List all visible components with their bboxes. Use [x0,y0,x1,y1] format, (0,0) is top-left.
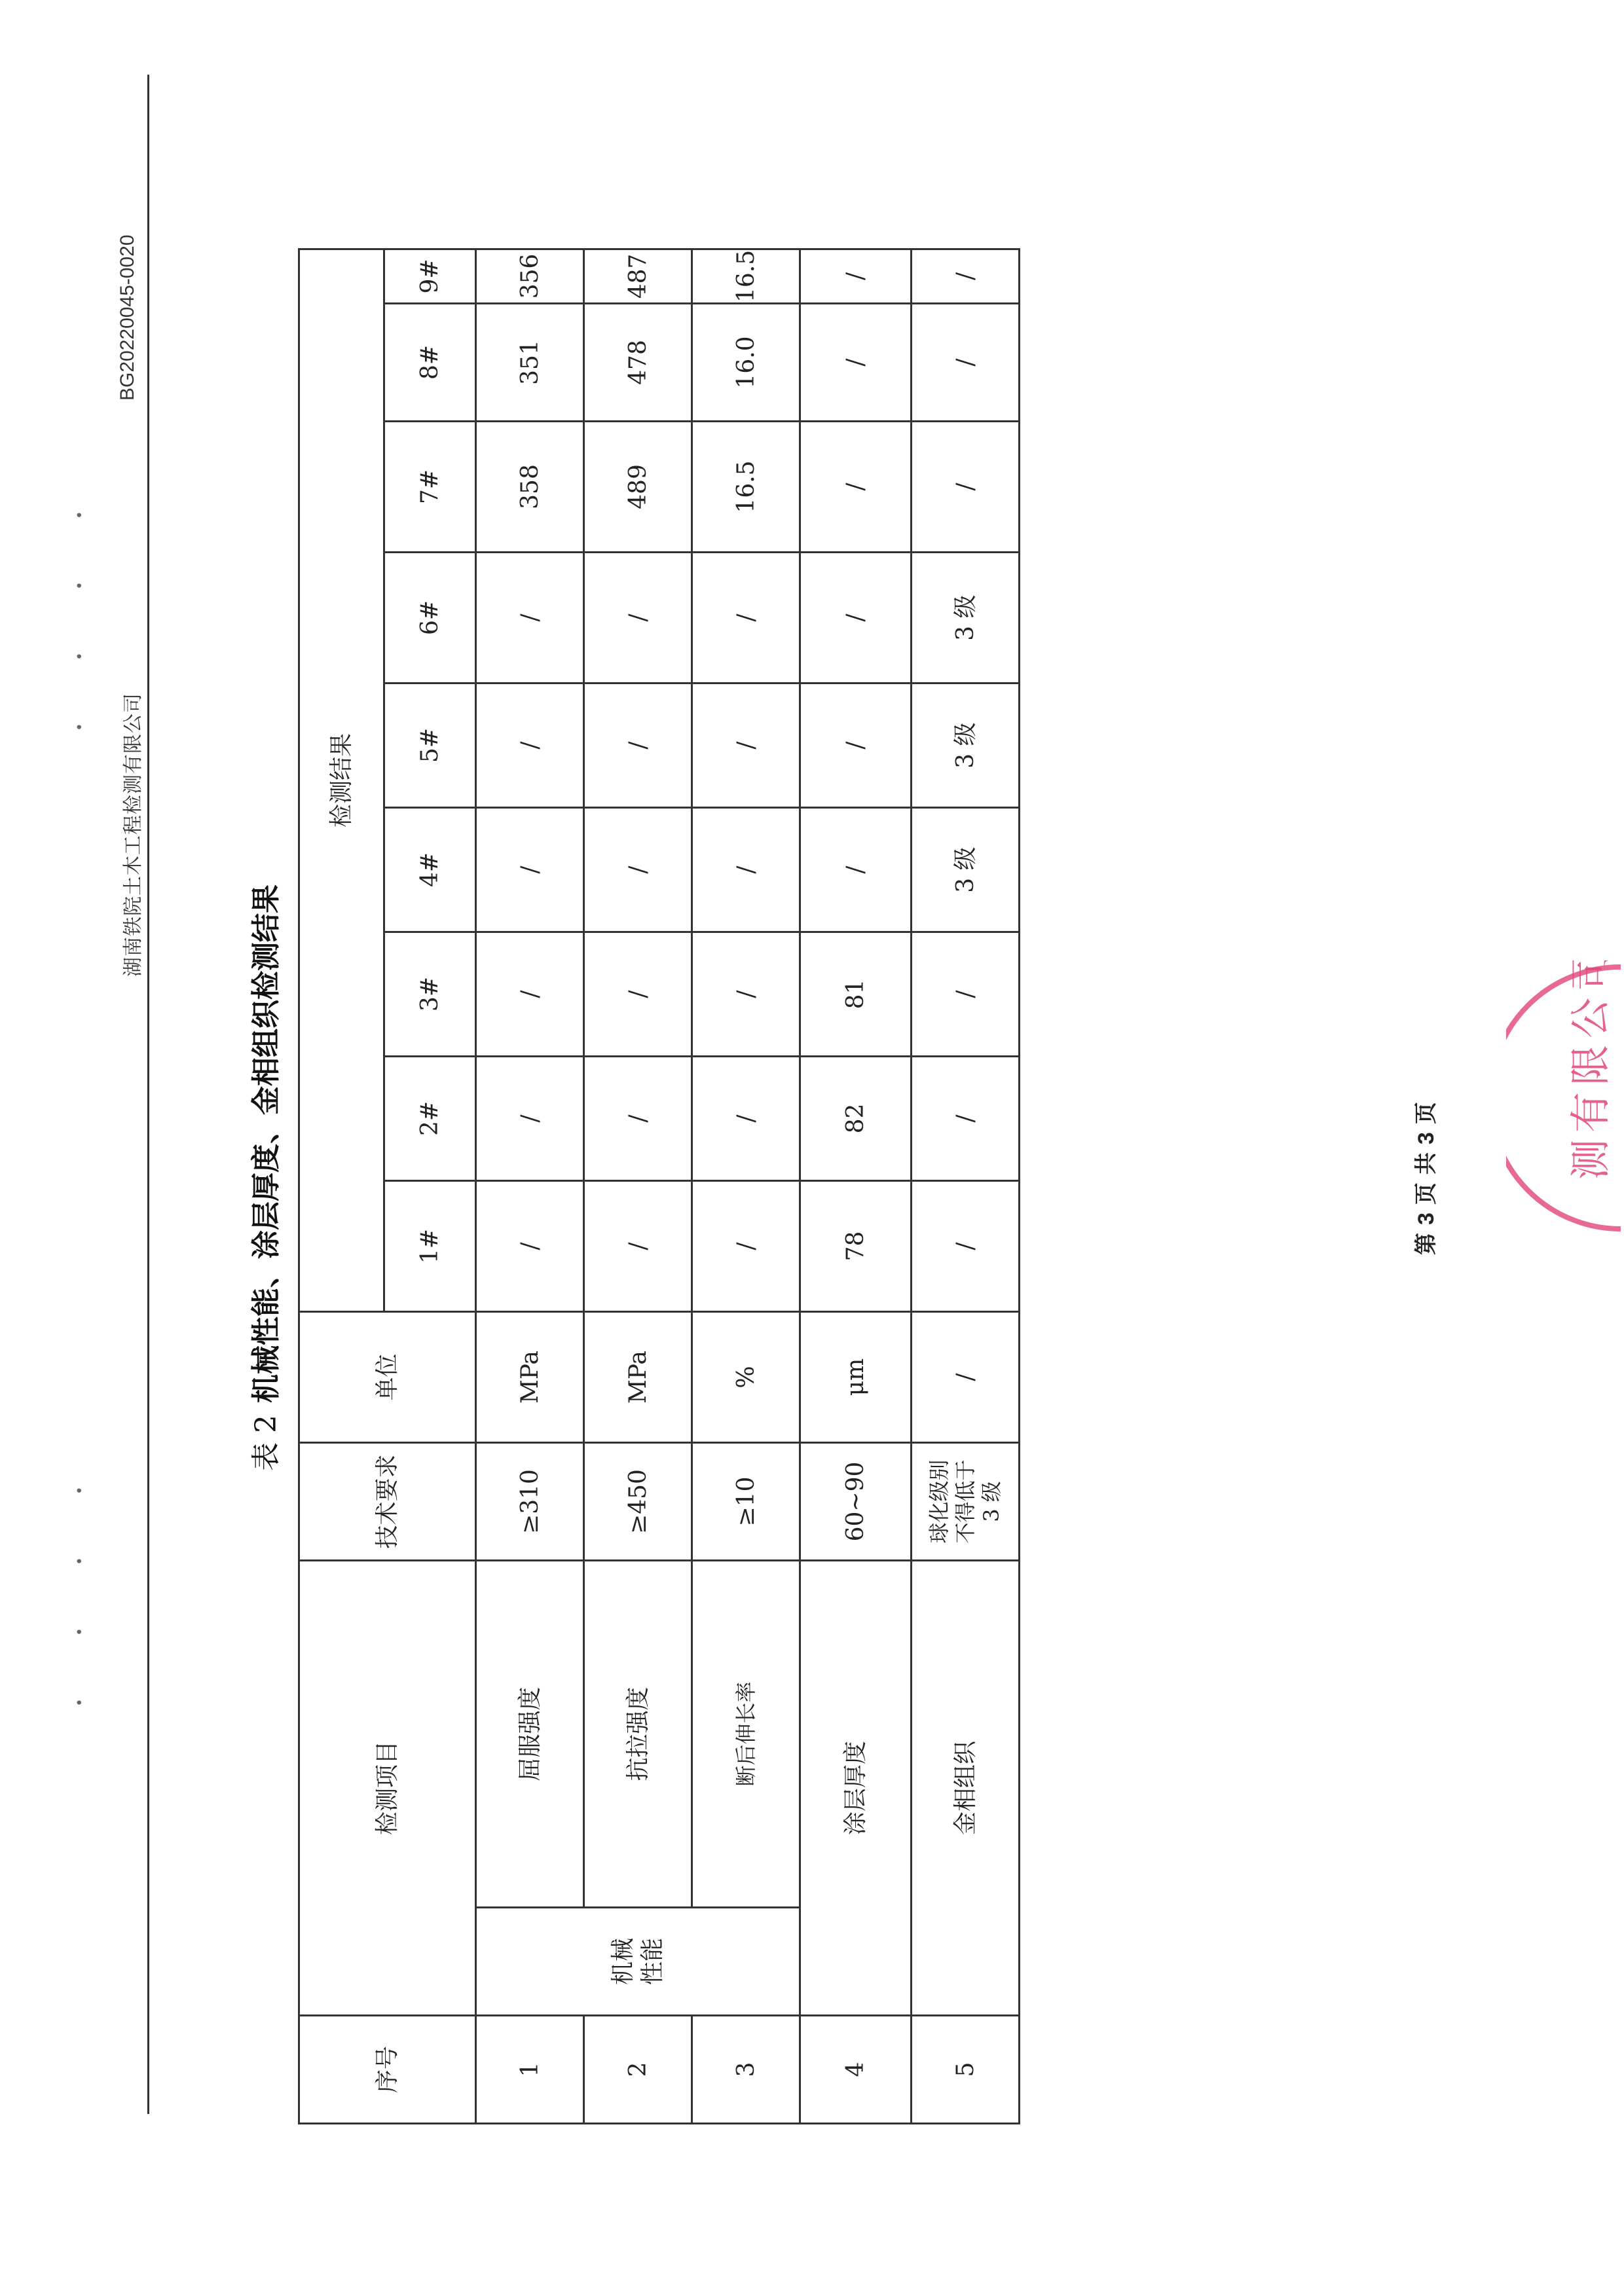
table-caption-title: 机械性能、涂层厚度、金相组织检测结果 [249,884,283,1404]
cell-value: 351 [476,304,584,422]
cell-value: 3 级 [912,553,1020,683]
header-unit: 单位 [299,1312,476,1443]
cell-item: 屈服强度 [476,1561,584,1908]
table-row [584,249,692,2123]
cell-unit: / [912,1312,1020,1443]
cell-value: / [584,808,692,932]
cell-value: / [476,1057,584,1181]
cell-item: 抗拉强度 [584,1561,692,1908]
total-unit: 页 [1414,1102,1439,1125]
cell-value: 3 级 [912,683,1020,808]
cell-value: / [912,1181,1020,1312]
cell-value: 78 [800,1181,912,1312]
header-sample: 4# [384,808,476,932]
header-sample: 2# [384,1057,476,1181]
cell-value: / [584,1057,692,1181]
cell-value: / [476,808,584,932]
cell-value: / [692,1057,800,1181]
cell-value: / [912,1057,1020,1181]
cell-requirement: ≥450 [584,1443,692,1561]
cell-value: 82 [800,1057,912,1181]
results-table [298,248,1020,2124]
cell-value: 356 [476,249,584,303]
cell-value: / [584,1181,692,1312]
company-seal-stamp [1506,960,1624,1235]
cell-value: 16.5 [692,249,800,303]
cell-value: / [692,808,800,932]
cell-value: 358 [476,422,584,553]
header-seq: 序号 [299,2016,476,2124]
table-row [476,249,584,2123]
page-number: 3 [1414,1212,1439,1225]
cell-value: / [584,683,692,808]
table-row [692,249,800,2123]
header-requirement: 技术要求 [299,1443,476,1561]
cell-item: 涂层厚度 [800,1561,912,2016]
group-mechanical: 机械 性能 [476,1908,800,2016]
cell-value: / [800,553,912,683]
cell-value: / [584,553,692,683]
scan-dots: • • • • [72,482,88,731]
table-row [912,249,1020,2123]
header-sample: 1# [384,1181,476,1312]
cell-value: / [584,932,692,1057]
header-sample: 8# [384,304,476,422]
cell-value: / [692,553,800,683]
header-results: 检测结果 [299,249,384,1311]
cell-value: / [800,808,912,932]
page-label: 第 [1414,1233,1439,1255]
cell-value: 478 [584,304,692,422]
cell-value: 489 [584,422,692,553]
cell-value: / [692,932,800,1057]
cell-seq: 2 [584,2016,692,2124]
header-rule [147,75,149,2114]
cell-value: / [912,304,1020,422]
table-caption-label: 表 2 [249,1415,283,1471]
cell-value: / [912,932,1020,1057]
cell-requirement: ≥10 [692,1443,800,1561]
company-name: 湖南铁院土木工程检测有限公司 [122,693,145,977]
total-label: 共 [1414,1152,1439,1175]
cell-value: 16.5 [692,422,800,553]
header-sample: 3# [384,932,476,1057]
cell-value: / [476,553,584,683]
cell-value: / [476,683,584,808]
cell-value: / [692,1181,800,1312]
cell-seq: 4 [800,2016,912,2124]
cell-unit: μm [800,1312,912,1443]
cell-requirement: 60~90 [800,1443,912,1561]
cell-value: / [476,1181,584,1312]
cell-value: 3 级 [912,808,1020,932]
header-sample: 9# [384,249,476,303]
cell-item: 金相组织 [912,1561,1020,2016]
header-item: 检测项目 [299,1561,476,2016]
cell-seq: 1 [476,2016,584,2124]
header-sample: 7# [384,422,476,553]
cell-seq: 5 [912,2016,1020,2124]
total-pages: 3 [1414,1132,1439,1145]
cell-value: / [912,249,1020,303]
seal-text: 测有限公司 [1566,960,1614,1180]
cell-value: 487 [584,249,692,303]
cell-value: 16.0 [692,304,800,422]
cell-value: / [912,422,1020,553]
cell-requirement: 球化级别不得低于 3 级 [912,1443,1020,1561]
cell-value: / [800,304,912,422]
cell-requirement: ≥310 [476,1443,584,1561]
cell-value: / [476,932,584,1057]
scan-dots: • • • • [72,1457,88,1707]
report-number: BG20220045-0020 [117,234,138,401]
table-caption [242,751,284,1471]
cell-unit: MPa [476,1312,584,1443]
page-unit: 页 [1414,1182,1439,1205]
cell-value: / [800,249,912,303]
cell-value: / [692,683,800,808]
header-sample: 5# [384,683,476,808]
cell-value: / [800,683,912,808]
cell-unit: % [692,1312,800,1443]
cell-unit: MPa [584,1312,692,1443]
seal-graphic [1506,960,1624,1235]
table-row [800,249,912,2123]
page-footer [1408,1094,1440,1255]
cell-item: 断后伸长率 [692,1561,800,1908]
cell-value: / [800,422,912,553]
cell-seq: 3 [692,2016,800,2124]
header-sample: 6# [384,553,476,683]
cell-value: 81 [800,932,912,1057]
